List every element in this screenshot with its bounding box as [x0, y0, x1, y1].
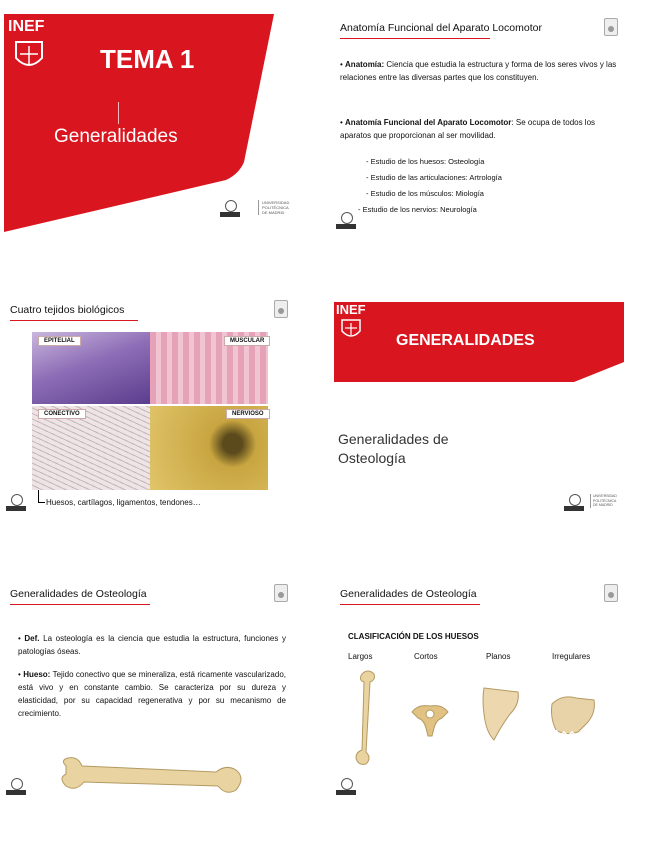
slide-title: Anatomía Funcional del Aparato Locomotor [340, 22, 542, 34]
paragraph-hueso: • Hueso: Tejido conectivo que se mineraliza, está ricamente vascularizado, está vivo y en constante cambio. Se caracteriza por su dureza y elasticidad, por su capacidad regenerativa y por su mecanismo de crecimiento. [18, 670, 287, 718]
slide-subtitle: Generalidades [54, 126, 178, 147]
term-text: La osteología es la ciencia que estudia la estructura, funciones y patologías óseas. [18, 634, 286, 656]
title-underline [10, 604, 150, 605]
connective-caption: Huesos, cartílagos, ligamentos, tendones… [46, 498, 201, 507]
bone-type-label: Largos [348, 652, 373, 661]
inef-badge-icon [274, 300, 288, 318]
classification-heading: CLASIFICACIÓN DE LOS HUESOS [348, 632, 479, 641]
footer-line: UNIVERSIDAD [593, 494, 617, 498]
inef-badge-icon [274, 584, 288, 602]
upm-seal [6, 778, 26, 796]
slide-title: TEMA 1 [100, 44, 195, 74]
inef-logo: INEF [336, 302, 366, 317]
slide-clasificacion [334, 580, 624, 798]
title-underline [340, 38, 490, 39]
list-item: - Estudio de los huesos: Osteología [366, 157, 485, 166]
footer-line: POLITÉCNICA [262, 205, 289, 210]
inef-logo: INEF [8, 18, 45, 35]
upm-seal [6, 494, 26, 512]
term-label: Anatomía: [345, 60, 385, 69]
paragraph-def: • Def. La osteología es la ciencia que estudia la estructura, funciones y patologías óseas. [18, 634, 286, 656]
flat-bone-illustration [478, 684, 522, 744]
tissue-label: NERVIOSO [226, 409, 270, 419]
inef-badge-icon [604, 584, 618, 602]
slide-anatomia [334, 14, 624, 232]
title-divider [118, 102, 119, 124]
term-text: : Se ocupa de todos los aparatos que proporcionan al ser movilidad. [340, 118, 596, 140]
title-underline [340, 604, 480, 605]
banner-title: GENERALIDADES [396, 332, 535, 349]
term-label: Def. [24, 634, 40, 643]
study-list [358, 154, 502, 218]
slide-osteologia-def [4, 580, 294, 798]
femur-illustration [56, 756, 246, 798]
paragraph-anatomia: • Anatomía: Ciencia que estudia la estructura y forma de los seres vivos y las relaciones entre las diversas partes que los constituyen. [340, 60, 617, 82]
long-bone-illustration [350, 668, 380, 768]
irregular-bone-illustration [548, 692, 598, 738]
term-label: Anatomía Funcional del Aparato Locomotor [345, 118, 512, 127]
list-item: - Estudio de los músculos: Miología [366, 189, 484, 198]
inef-emblem-icon [14, 40, 44, 70]
upm-seal [336, 778, 356, 796]
footer-line: DE MADRID [593, 503, 613, 507]
upm-footer [590, 494, 617, 508]
bone-type-label: Planos [486, 652, 511, 661]
bone-type-label: Irregulares [552, 652, 591, 661]
inef-badge-icon [604, 18, 618, 36]
footer-line: POLITÉCNICA [593, 498, 617, 503]
upm-footer [258, 200, 289, 215]
subtitle-line: Generalidades de [338, 431, 449, 447]
paragraph-funcional: • Anatomía Funcional del Aparato Locomotor: Se ocupa de todos los aparatos que proporcionan al ser movilidad. [340, 118, 596, 140]
title-underline [10, 320, 138, 321]
slide-subtitle [338, 430, 449, 468]
term-text: Tejido conectivo que se mineraliza, está ricamente vascularizado, está vivo y en constante cambio. Se caracteriza por su dureza y elasticidad, por su capacidad regenerativa y por su mecanismo de crecimiento. [18, 670, 287, 718]
subtitle-line: Osteología [338, 450, 406, 466]
upm-seal [564, 494, 584, 512]
slide-title: Generalidades de Osteología [10, 588, 147, 600]
tissue-label: EPITELIAL [38, 336, 81, 346]
tissue-label: MUSCULAR [224, 336, 270, 346]
slide-tejidos [4, 296, 294, 514]
inef-emblem-icon [340, 318, 362, 340]
slide-tema-1 [4, 14, 294, 232]
term-label: Hueso: [23, 670, 51, 679]
slide-generalidades [334, 296, 624, 514]
term-text: Ciencia que estudia la estructura y forma de los seres vivos y las relaciones entre las diversas partes que los constituyen. [340, 60, 617, 82]
upm-seal [220, 200, 240, 218]
slide-title: Cuatro tejidos biológicos [10, 304, 125, 316]
tissue-label: CONECTIVO [38, 409, 86, 419]
list-item: - Estudio de las articulaciones: Artrología [366, 173, 502, 182]
bone-type-label: Cortos [414, 652, 438, 661]
list-item: - Estudio de los nervios: Neurología [358, 205, 477, 214]
arrow-connector [38, 490, 45, 503]
upm-seal [336, 212, 356, 230]
footer-line: DE MADRID [262, 210, 285, 215]
slide-title: Generalidades de Osteología [340, 588, 477, 600]
short-bone-illustration [408, 698, 452, 738]
footer-line: UNIVERSIDAD [262, 200, 290, 205]
